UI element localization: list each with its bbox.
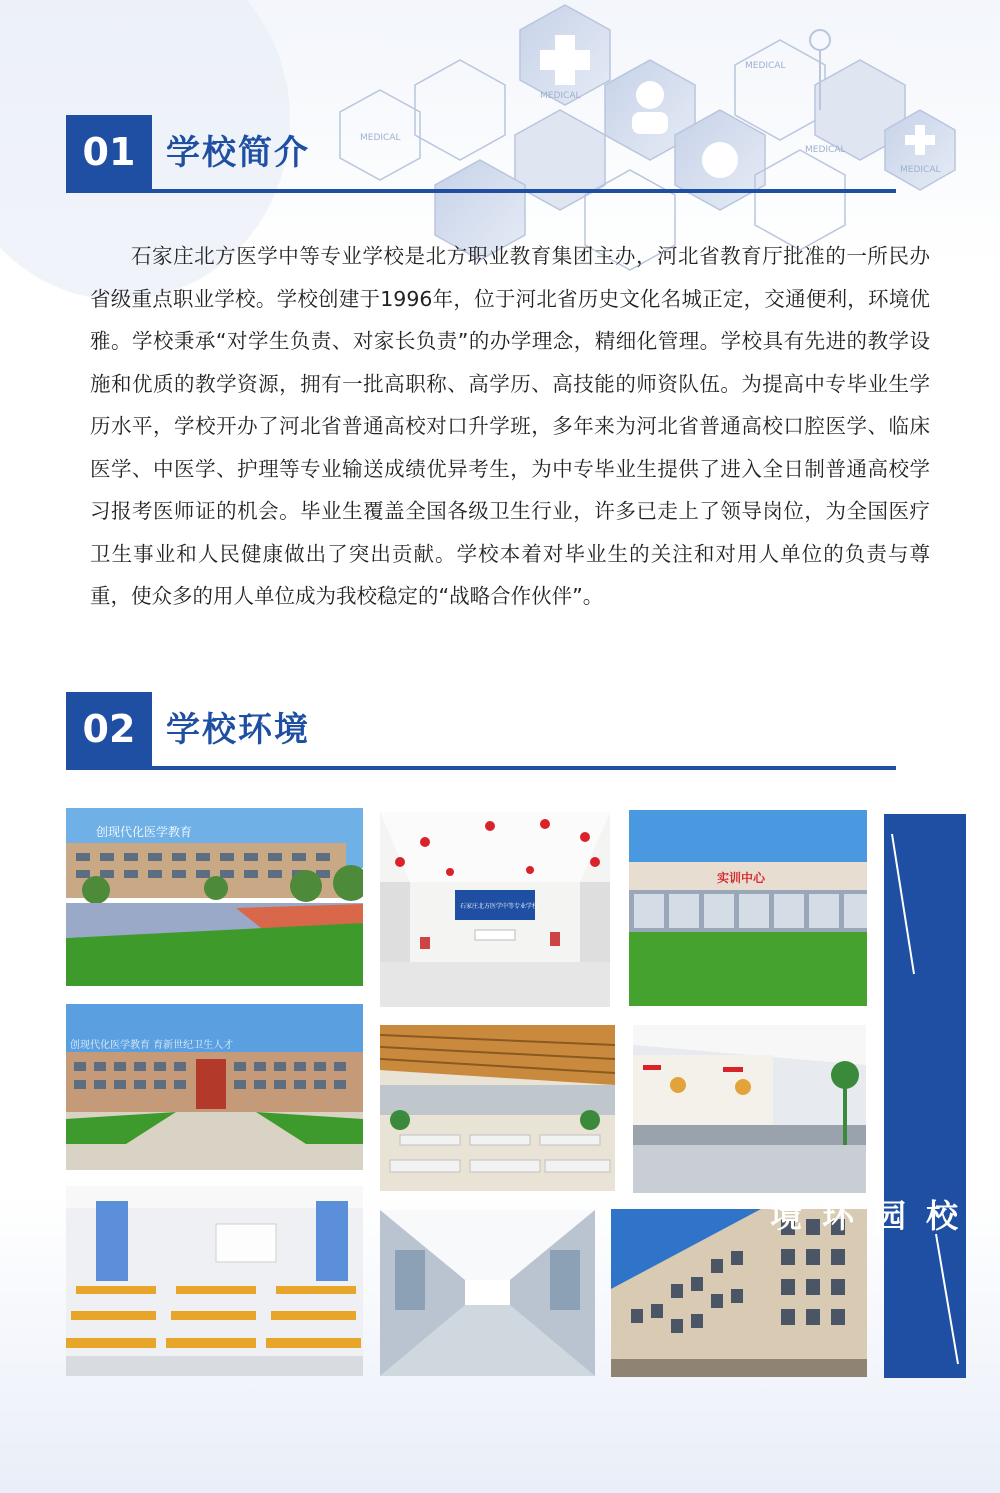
school-intro-paragraph: 石家庄北方医学中等专业学校是北方职业教育集团主办，河北省教育厅批准的一所民办省级重点职业学校。学校创建于1996年，位于河北省历史文化名城正定，交通便利，环境优雅。学校秉承“对学生负责、对家长负责”的办学理念，精细化管理。学校具有先进的教学设施和优质的教学资源，拥有一批高职称、高学历、高技能的师资队伍。为提高中专毕业生学历水平，学校开办了河北省普通高校对口升学班，多年来为河北省普通高校口腔医学、临床医学、中医学、护理等专业输送成绩优异考生，为中专毕业生提供了进入全日制普通高校学习报考医师证的机会。毕业生覆盖全国各级卫生行业，许多已走上了领导岗位，为全国医疗卫生事业和人民健康做出了突出贡献。学校本着对毕业生的关注和对用人单位的负责与尊重，使众多的用人单位成为我校稳定的“战略合作伙伴”。 <box>90 244 930 608</box>
section-divider <box>66 189 896 193</box>
cafeteria-photo <box>380 1025 615 1191</box>
training-center-sign: 实训中心 <box>717 871 766 885</box>
section-header-environment <box>66 692 896 770</box>
medical-label: MEDICAL <box>540 91 581 101</box>
lobby-hall-photo <box>380 812 610 1007</box>
classroom-photo <box>66 1186 363 1376</box>
campus-courtyard-photo <box>66 808 363 986</box>
building-sign: 创现代化医学教育 育新世纪卫生人才 <box>70 1040 234 1051</box>
medical-label: MEDICAL <box>360 133 401 143</box>
hall-sign: 石家庄北方医学中等专业学校 <box>460 903 539 910</box>
dormitory-building-photo <box>611 1209 867 1377</box>
corridor-photo <box>380 1210 595 1376</box>
section-number: 02 <box>66 692 152 766</box>
section-title: 学校环境 <box>166 710 310 750</box>
medical-label: MEDICAL <box>900 165 941 175</box>
medical-label: MEDICAL <box>745 61 786 71</box>
section-divider <box>66 766 896 770</box>
canteen-counter-photo <box>633 1025 866 1193</box>
section-number: 01 <box>66 115 152 189</box>
banner-text: 校园环境 <box>765 1199 959 1231</box>
campus-environment-banner <box>765 814 966 1378</box>
section-header-intro <box>66 115 896 193</box>
section-title: 学校简介 <box>166 133 310 173</box>
training-center-photo <box>629 810 867 1006</box>
building-sign: 创现代化医学教育 <box>96 825 193 839</box>
main-building-photo <box>66 1004 363 1170</box>
medical-label: MEDICAL <box>805 145 846 155</box>
